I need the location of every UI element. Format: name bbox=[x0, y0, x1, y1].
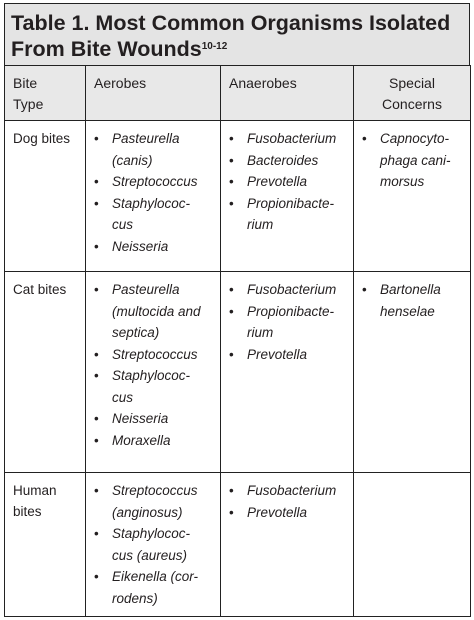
header-anaerobes bbox=[221, 66, 354, 121]
organism-name bbox=[112, 566, 216, 609]
organism-name-line: morsus bbox=[380, 174, 425, 189]
special-list bbox=[354, 473, 470, 480]
organism-name-line: • Propionibacte- bbox=[247, 195, 335, 211]
organism-item bbox=[229, 502, 349, 524]
organism-name bbox=[247, 171, 349, 193]
header-anaerobes-label: Anaerobes bbox=[229, 75, 297, 91]
table-row-cat-bites bbox=[5, 272, 471, 473]
organism-name-line: • Pasteurella bbox=[112, 131, 180, 146]
organism-name-line: • Staphylococ- bbox=[112, 526, 191, 541]
header-special-line-2: Concerns bbox=[382, 96, 442, 112]
organism-name bbox=[112, 128, 216, 171]
organism-name-line: cus bbox=[112, 217, 134, 232]
cell-anaerobes bbox=[221, 272, 354, 473]
organism-name-line: henselae bbox=[380, 303, 435, 319]
header-special-line-1: Special bbox=[389, 75, 435, 91]
organism-name bbox=[247, 344, 349, 366]
anaerobes-list bbox=[221, 272, 353, 365]
organism-name-line: (multocida and bbox=[112, 303, 201, 319]
organism-name-line: • Pasteurella bbox=[112, 282, 180, 297]
organism-name bbox=[112, 279, 216, 344]
organism-item bbox=[94, 279, 216, 344]
organism-item bbox=[94, 480, 216, 523]
organism-name bbox=[247, 502, 349, 524]
organism-name-line: • Streptococcus bbox=[112, 174, 198, 189]
table-row-dog-bites bbox=[5, 121, 471, 272]
organism-item bbox=[94, 566, 216, 609]
organism-name-line: • Prevotella bbox=[247, 346, 308, 362]
cell-bite-type bbox=[5, 121, 86, 272]
table-title bbox=[11, 10, 450, 62]
organism-name bbox=[247, 480, 349, 502]
aerobes-list bbox=[86, 121, 220, 257]
organism-name-line: • Moraxella bbox=[112, 432, 171, 448]
organism-item bbox=[94, 365, 216, 408]
header-bite-line-2: Type bbox=[13, 96, 44, 112]
header-special-concerns bbox=[354, 66, 471, 121]
cell-bite-type bbox=[5, 473, 86, 617]
aerobes-list bbox=[86, 272, 220, 451]
organism-name-line: • Staphylococ- bbox=[112, 368, 191, 383]
aerobes-list bbox=[86, 473, 220, 609]
organism-name-line: • Fusobacterium bbox=[247, 483, 337, 498]
organism-name bbox=[380, 128, 466, 193]
organism-name-line: • Streptococcus bbox=[112, 483, 198, 498]
organism-name-line: rium bbox=[247, 217, 274, 232]
organism-item bbox=[229, 128, 349, 150]
organism-name-line: • Bacteroides bbox=[247, 152, 319, 168]
cell-aerobes bbox=[86, 121, 221, 272]
organism-item bbox=[94, 408, 216, 430]
organism-name-line: cus bbox=[112, 389, 134, 405]
organism-item bbox=[94, 523, 216, 566]
special-list bbox=[354, 121, 470, 193]
header-row bbox=[5, 66, 471, 121]
bite-type-label-line-2: bites bbox=[13, 504, 42, 519]
header-aerobes-label: Aerobes bbox=[94, 75, 147, 91]
organism-name bbox=[112, 480, 216, 523]
organism-item bbox=[94, 430, 216, 452]
organism-name-line: (canis) bbox=[112, 152, 153, 168]
organism-name-line: cus (aureus) bbox=[112, 547, 188, 563]
organism-name-line: • Prevotella bbox=[247, 504, 308, 520]
cell-special bbox=[354, 272, 471, 473]
bite-type-label-line-1: Human bbox=[13, 483, 57, 498]
organism-name bbox=[247, 301, 349, 344]
table-title-box bbox=[4, 3, 470, 65]
organism-item bbox=[229, 193, 349, 236]
organism-name-line: • Prevotella bbox=[247, 174, 308, 189]
organism-item bbox=[94, 128, 216, 171]
organism-name bbox=[112, 171, 216, 193]
cell-special bbox=[354, 473, 471, 617]
organism-name bbox=[112, 344, 216, 366]
organisms-table bbox=[4, 65, 471, 617]
organism-name-line: • Fusobacterium bbox=[247, 282, 337, 297]
organism-name bbox=[112, 365, 216, 408]
organism-name-line: • Fusobacterium bbox=[247, 131, 337, 146]
organism-name bbox=[247, 279, 349, 301]
organism-name-line: • Staphylococ- bbox=[112, 195, 191, 211]
organism-item bbox=[362, 279, 466, 322]
organism-name-line: • Streptococcus bbox=[112, 346, 198, 362]
cell-anaerobes bbox=[221, 121, 354, 272]
organism-name-line: • Neisseria bbox=[112, 411, 169, 426]
organism-item bbox=[229, 480, 349, 502]
title-line-1: Table 1. Most Common Organisms Isolated bbox=[11, 11, 451, 35]
header-bite-line-1: Bite bbox=[13, 75, 38, 91]
organism-name-line: rodens) bbox=[112, 590, 158, 606]
organism-name-line: • Propionibacte- bbox=[247, 303, 335, 319]
header-aerobes bbox=[86, 66, 221, 121]
organism-item bbox=[94, 236, 216, 258]
organism-name-line: phaga cani- bbox=[380, 152, 451, 168]
organism-name bbox=[112, 236, 216, 258]
title-line-2: From Bite Wounds bbox=[11, 37, 202, 61]
header-bite-type bbox=[5, 66, 86, 121]
organism-item bbox=[229, 344, 349, 366]
table-row-human-bites bbox=[5, 473, 471, 617]
anaerobes-list bbox=[221, 473, 353, 523]
organism-item bbox=[229, 279, 349, 301]
special-list bbox=[354, 272, 470, 322]
cell-special bbox=[354, 121, 471, 272]
organism-name bbox=[112, 193, 216, 236]
organism-name bbox=[247, 150, 349, 172]
organism-name-line: (anginosus) bbox=[112, 504, 183, 520]
organism-name bbox=[380, 279, 466, 322]
organism-name-line: • Capnocyto- bbox=[380, 131, 450, 146]
anaerobes-list bbox=[221, 121, 353, 236]
cell-aerobes bbox=[86, 473, 221, 617]
organism-name bbox=[112, 430, 216, 452]
organism-name-line: septica) bbox=[112, 325, 160, 340]
organism-item bbox=[94, 193, 216, 236]
bite-type-label: Dog bites bbox=[13, 131, 71, 146]
organism-name bbox=[112, 408, 216, 430]
organism-item bbox=[229, 150, 349, 172]
organism-item bbox=[94, 344, 216, 366]
organism-name bbox=[247, 128, 349, 150]
organism-item bbox=[229, 171, 349, 193]
organism-name-line: • Eikenella (cor- bbox=[112, 569, 199, 584]
organism-item bbox=[94, 171, 216, 193]
cell-bite-type bbox=[5, 272, 86, 473]
organism-name bbox=[247, 193, 349, 236]
organism-name bbox=[112, 523, 216, 566]
organism-name-line: • Bartonella bbox=[380, 282, 441, 297]
cell-aerobes bbox=[86, 272, 221, 473]
cell-anaerobes bbox=[221, 473, 354, 617]
bite-type-label: Cat bites bbox=[13, 282, 67, 297]
organism-item bbox=[229, 301, 349, 344]
organism-name-line: rium bbox=[247, 325, 274, 340]
organism-name-line: • Neisseria bbox=[112, 238, 169, 254]
organism-item bbox=[362, 128, 466, 193]
title-citation: 10-12 bbox=[201, 41, 228, 52]
